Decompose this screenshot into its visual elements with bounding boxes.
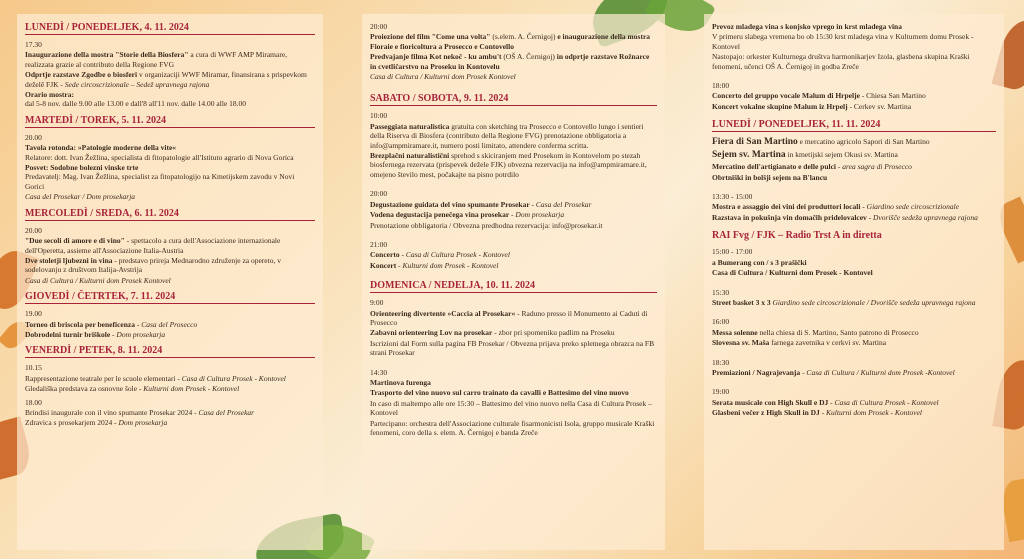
event-item: Brindisi inaugurale con il vino spumante Prosekar 2024 - Casa del Prosekar [25, 407, 255, 417]
event-time: 10.15 [25, 363, 42, 373]
program-column-3 [704, 14, 1004, 550]
event-item: Street basket 3 x 3 Giardino sede circoscrizionale / Dvorišče sedeža upravnega rajona [712, 297, 976, 307]
day-heading-monday-2: LUNEDÌ / PONEDELJEK, 11. 11. 2024 [712, 119, 996, 132]
event-item: Dobrodelni turnir briškole - Dom prosekarja [25, 329, 166, 339]
event-item: Gledališka predstava za osnovne šole - Kulturni dom Prosek - Kontovel [25, 384, 240, 394]
event-time: 20:00 [370, 189, 388, 199]
event-time: 21:00 [370, 239, 388, 249]
event-item: Zabavni orienteering Lov na prosekar - zbor pri spomeniku padlim na Proseku [370, 328, 615, 338]
day-heading-sunday: DOMENICA / NEDELJA, 10. 11. 2024 [370, 280, 657, 293]
event-item: Concerto - Casa di Cultura Prosek - Kontovel [370, 250, 510, 260]
event-item: Concerto del gruppo vocale Malum di Hrpelje - Chiesa San Martino [712, 91, 926, 101]
event-item: Premiazioni / Nagrajevanja - Casa di Cultura / Kulturni dom Prosek -Kontovel [712, 367, 955, 377]
event-item: Vodena degustacija penečega vina prosekar - Dom prosekarja [370, 210, 565, 220]
event-item: Rappresentazione teatrale per le scuole elementari - Casa di Cultura Prosek - Kontovel [25, 373, 286, 383]
event-time: 14:30 [370, 367, 388, 377]
event-item: Sejem sv. Martina in kmetijski sejem Okusi sv. Martina [712, 149, 898, 160]
event-time: 17.30 [25, 40, 42, 49]
event-item: Mostra e assaggio dei vini dei produttori locali - Giardino sede circoscrizionale [712, 202, 960, 212]
event-item: Mercatino dell'artigianato e delle pulci - area sagra di Prosecco [712, 162, 912, 172]
event-item: Proiezione del film "Come una volta" (s.elem. A. Černigoj) e inaugurazione della mostra Fioraie e fioricoltura a Prosecco e Contovello [370, 32, 651, 51]
event-item: Tavola rotonda: »Patologie moderne della vite« Relatore: dott. Ivan Žežlina, specialista di fitopatologie all'Istituto agrario di Nova Gorica [25, 143, 294, 162]
event-time: 19.00 [25, 309, 42, 319]
day-heading-thursday: GIOVEDÌ / ČETRTEK, 7. 11. 2024 [25, 291, 315, 304]
event-item: a Bumerang con / s 3 prašički [712, 257, 807, 267]
event-item: Nastopajo: orkester Kulturnega društva harmonikarjev Izola, glasbena skupina Kraški fenomeni, učenci OŠ A. Černigoj in godba Zreče [712, 52, 970, 71]
event-item: Prenotazione obbligatoria / Obvezna predhodna rezervacija: info@prosekar.it [370, 220, 603, 230]
event-item: Partecipano: orchestra dell'Associazione culturale fisarmonicisti Isola, gruppo musicale Kraški fenomeni, coro della s. elem. A. Černigoj e banda Zreče [370, 418, 655, 437]
event-time: 16:00 [712, 317, 730, 327]
event-item: Predvajanje filma Kot nekoč - ku ambu't (OŠ A. Černigoj) in odprtje razstave Rožnarce in cvetličarstvo na Proseku in Kontovelu [370, 52, 650, 71]
event-time: 20.00 [25, 225, 42, 235]
event-item: Brezplačni naturalistični sprehod s skiciranjem med Prosekom in Kontovelom po stezah biosfernega rezervata (prispevek dežele FJK) obvezna rezervacija na info@ampmiramare.it, omejeno število mest, počakajte na pisno potrdilo [370, 151, 647, 179]
event-item: Zdravica s prosekarjem 2024 - Dom prosekarja [25, 418, 168, 428]
event-item: Odprtje razstave Zgodbe o biosferi v organizaciji WWF Miramar, finansirana s prispevkom deželě FJK - Sede circoscrizionale – Sedež upravnega rajona [25, 70, 307, 89]
event-time: 15:30 [712, 287, 730, 297]
event-time: 18:30 [712, 357, 730, 367]
event-time: 19:00 [712, 387, 730, 397]
event-time: 10:00 [370, 111, 388, 121]
event-item: Prevoz mladega vina s konjsko vprego in krst mladega vina [712, 22, 902, 31]
event-item: Fiera di San Martino e mercatino agricolo Sapori di San Martino [712, 137, 930, 148]
event-item: Orario mostra: dal 5-8 nov. dalle 9.00 alle 13.00 e dall'8 all'11 nov. dalle 14.00 alle 18.00 [25, 90, 246, 109]
day-heading-monday: LUNEDÌ / PONEDELJEK, 4. 11. 2024 [25, 22, 315, 35]
event-venue: Casa del Prosekar / Dom prosekarja [25, 192, 136, 202]
event-item: V primeru slabega vremena bo ob 15:30 krst mladega vina v Kulturnem domu Prosek - Kontovel [712, 32, 974, 51]
event-item: Koncert - Kulturni dom Prosek - Kontovel [370, 260, 499, 270]
event-item: Obrtniški in bolšji sejem na B'lancu [712, 172, 828, 182]
radio-heading: RAI Fvg / FJK – Radio Trst A in diretta [712, 230, 882, 242]
event-item: Slovesna sv. Maša farnega zavetnika v cerkvi sv. Martina [712, 338, 887, 348]
event-item: Inaugurazione della mostra "Storie della Biosfera" a cura di WWF AMP Miramare, realizzata grazie al contributo della Regione FVG [25, 50, 288, 69]
event-item: Koncert vokalne skupine Malum iz Hrpelj - Cerkev sv. Martina [712, 101, 912, 111]
event-item: Torneo di briscola per beneficenza - Casa del Prosecco [25, 319, 198, 329]
event-item: Messa solenne nella chiesa di S. Martino, Santo patrono di Prosecco [712, 327, 919, 337]
event-item: Posvet: Sodobne bolezni vinske trte Predavatelj: Mag. Ivan Žežlina, specialist za fitopatologijo na Kmetijskem zavodu v Novi Gorici [25, 163, 295, 191]
event-item: Serata musicale con High Skull e DJ - Casa di Cultura Prosek - Kontovel [712, 397, 939, 407]
event-item: Glasbeni večer z High Skull in DJ - Kulturni dom Prosek - Kontovel [712, 408, 923, 418]
event-item: Trasporto del vino nuovo sul carro trainato da cavalli e Battesimo del vino nuovo [370, 388, 629, 398]
event-time: 9:00 [370, 298, 384, 308]
event-time: 20:00 [370, 22, 388, 31]
event-item: "Due secoli di amore e di vino" - spettacolo a cura dell'Associazione internazionale dell'Operetta, assieme all'Associazione Italia-Austria [25, 236, 281, 255]
day-heading-friday: VENERDÌ / PETEK, 8. 11. 2024 [25, 345, 315, 358]
event-time: 18:00 [712, 81, 730, 91]
event-time: 13:30 - 15:00 [712, 192, 753, 202]
event-item: Martinova furenga [370, 377, 431, 387]
event-item: Dve stoletji ljubezni in vina - predstavo prireja Mednarodno združenje za opereto, v sodelovanju z društvom Italija-Avstrija [25, 255, 281, 275]
event-time: 18.00 [25, 397, 42, 407]
event-item: Orienteering divertente »Caccia al Prosekar« - Raduno presso il Monumento ai Caduti di Prosecco [370, 308, 648, 327]
program-column-1 [17, 14, 323, 550]
event-venue: Casa di Cultura / Kulturni dom Prosek Kontovel [370, 72, 516, 82]
event-time: 15:00 - 17:00 [712, 247, 753, 257]
event-item: Degustazione guidata del vino spumante Prosekar - Casa del Prosekar [370, 199, 592, 209]
event-time: 20.00 [25, 132, 42, 142]
day-heading-tuesday: MARTEDÌ / TOREK, 5. 11. 2024 [25, 115, 315, 128]
event-item: Razstava in pokušnja vin domačih pridelovalcev - Dvorišče sedeža upravnega rajona [712, 212, 978, 222]
day-heading-wednesday: MERCOLEDÌ / SREDA, 6. 11. 2024 [25, 208, 315, 221]
event-item: Passeggiata naturalistica gratuita con sketching tra Prosecco e Contovello lungo i sentieri della Riserva di Biosfera (contributo della Regione FVG) prenotazione obbligatoria a info@ampmiramare.it, numero posti limitato, attendere conferma scritta. [370, 121, 644, 150]
day-heading-saturday: SABATO / SOBOTA, 9. 11. 2024 [370, 93, 657, 106]
event-item: Iscrizioni dal Form sulla pagina FB Prosekar / Obvezna prijava preko spletnega obrazca na FB strani Prosekar [370, 338, 655, 358]
event-item: In caso di maltempo alle ore 15:30 – Battesimo del vino nuovo nella Casa di Cultura Prosek – Kontovel [370, 398, 652, 418]
event-venue: Casa di Cultura / Kulturni dom Prosek Kontovel [25, 275, 171, 285]
program-column-2 [362, 14, 665, 550]
event-item: Casa di Cultura / Kulturni dom Prosek - Kontovel [712, 268, 873, 278]
